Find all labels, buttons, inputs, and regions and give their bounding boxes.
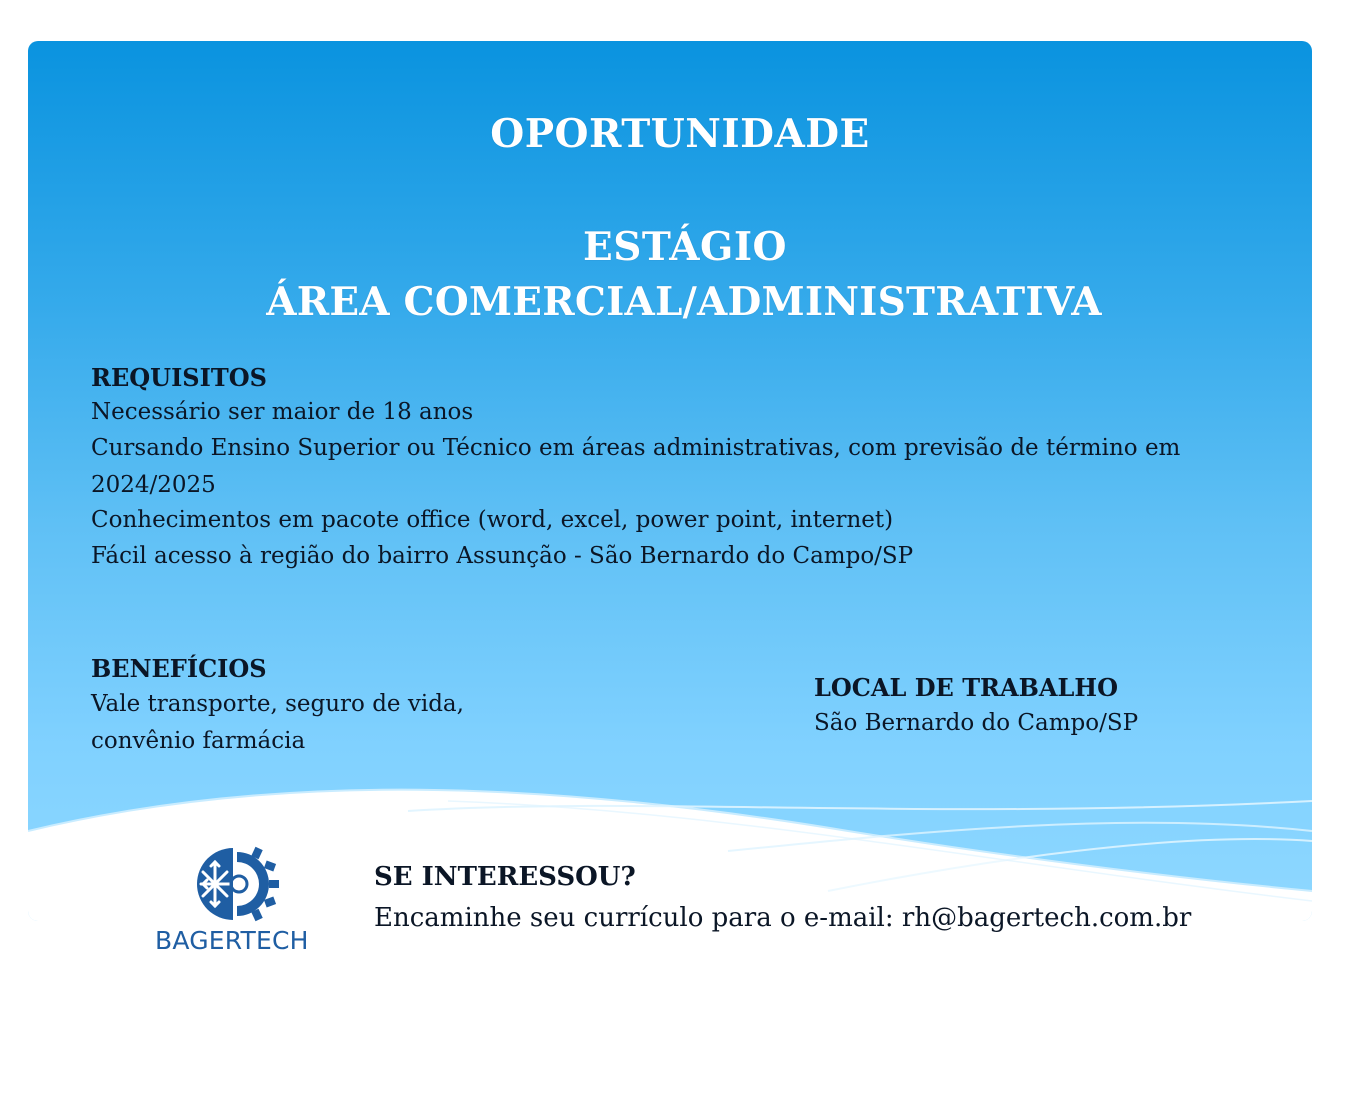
cta-email-text: Encaminhe seu currículo para o e-mail: rh@bagertech.com.br xyxy=(374,903,1192,933)
brand-part-2: TECH xyxy=(240,926,309,955)
headline-estagio: ESTÁGIO xyxy=(582,224,788,270)
job-poster-card xyxy=(28,41,1312,921)
requisito-item: Conhecimentos em pacote office (word, excel, power point, internet) xyxy=(91,507,894,533)
wave-decoration xyxy=(28,41,1312,921)
requisito-item: Necessário ser maior de 18 anos xyxy=(91,399,474,425)
headline-oportunidade: OPORTUNIDADE xyxy=(490,111,870,157)
headline-area: ÁREA COMERCIAL/ADMINISTRATIVA xyxy=(266,279,1102,325)
requisito-item: Cursando Ensino Superior ou Técnico em áreas administrativas, com previsão de término em xyxy=(91,435,1181,461)
requisitos-title: REQUISITOS xyxy=(91,363,267,392)
requisito-item: Fácil acesso à região do bairro Assunção - São Bernardo do Campo/SP xyxy=(91,543,914,569)
brand-part-1: BAGER xyxy=(155,926,241,955)
requisito-item: 2024/2025 xyxy=(91,472,216,498)
beneficio-item: convênio farmácia xyxy=(91,728,306,754)
beneficio-item: Vale transporte, seguro de vida, xyxy=(91,691,464,717)
local-title: LOCAL DE TRABALHO xyxy=(814,673,1118,702)
brand-logo-text xyxy=(155,926,309,955)
cta-title: SE INTERESSOU? xyxy=(374,862,636,892)
local-value: São Bernardo do Campo/SP xyxy=(814,710,1139,736)
beneficios-title: BENEFÍCIOS xyxy=(91,654,267,683)
